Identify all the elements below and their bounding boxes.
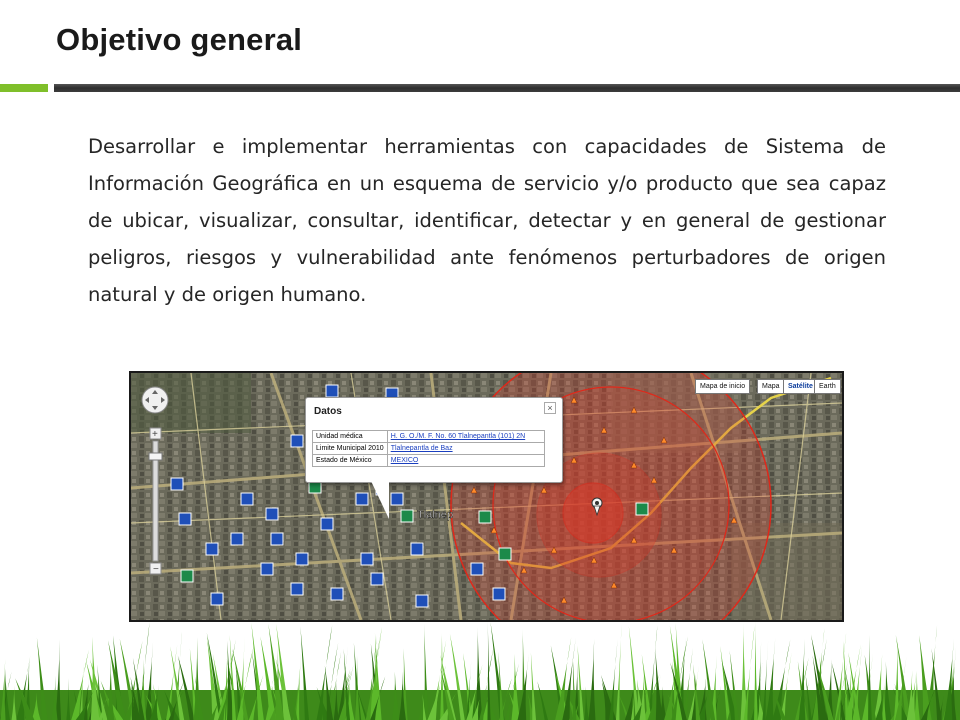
popup-table — [312, 430, 545, 467]
title-accent-bar — [0, 84, 48, 92]
map-type-satellite-button[interactable]: Satélite — [783, 379, 818, 394]
svg-text:+: + — [152, 429, 158, 440]
popup-key: Unidad médica — [313, 431, 388, 443]
table-row — [313, 431, 545, 443]
popup-pointer — [371, 481, 389, 519]
map-home-button[interactable]: Mapa de inicio — [695, 379, 750, 394]
popup-key: Estado de México — [313, 455, 388, 467]
table-row — [313, 443, 545, 455]
info-popup — [305, 397, 563, 483]
pan-control-icon[interactable] — [142, 387, 168, 413]
map-type-map-button[interactable]: Mapa — [757, 379, 785, 394]
popup-key: Limite Municipal 2010 — [313, 443, 388, 455]
popup-link[interactable]: Tlalnepantla de Baz — [387, 443, 544, 455]
objective-text: Desarrollar e implementar herramientas con capacidades de Sistema de Información Geográfica en un esquema de servicio y/o producto que sea capaz de ubicar, visualizar, consultar, identificar, detectar y en general de gestionar peligros, riesgos y vulnerabilidad ante fenómenos perturbadores de origen natural y de origen humano. — [88, 135, 886, 306]
title-divider-bar — [54, 84, 960, 92]
popup-link[interactable]: H. G. O./M. F. No. 60 Tlalnepantla (101) 2N — [387, 431, 544, 443]
close-icon[interactable]: × — [544, 402, 556, 414]
grass-decoration — [0, 620, 960, 720]
slide-title: Objetivo general — [56, 22, 303, 57]
svg-text:−: − — [153, 564, 159, 575]
map-type-earth-button[interactable]: Earth — [814, 379, 841, 394]
popup-title: Datos — [314, 406, 342, 417]
map-place-label: Tlalnep — [417, 509, 454, 521]
map-screenshot — [129, 371, 844, 622]
popup-link[interactable]: MEXICO — [387, 455, 544, 467]
table-row — [313, 455, 545, 467]
